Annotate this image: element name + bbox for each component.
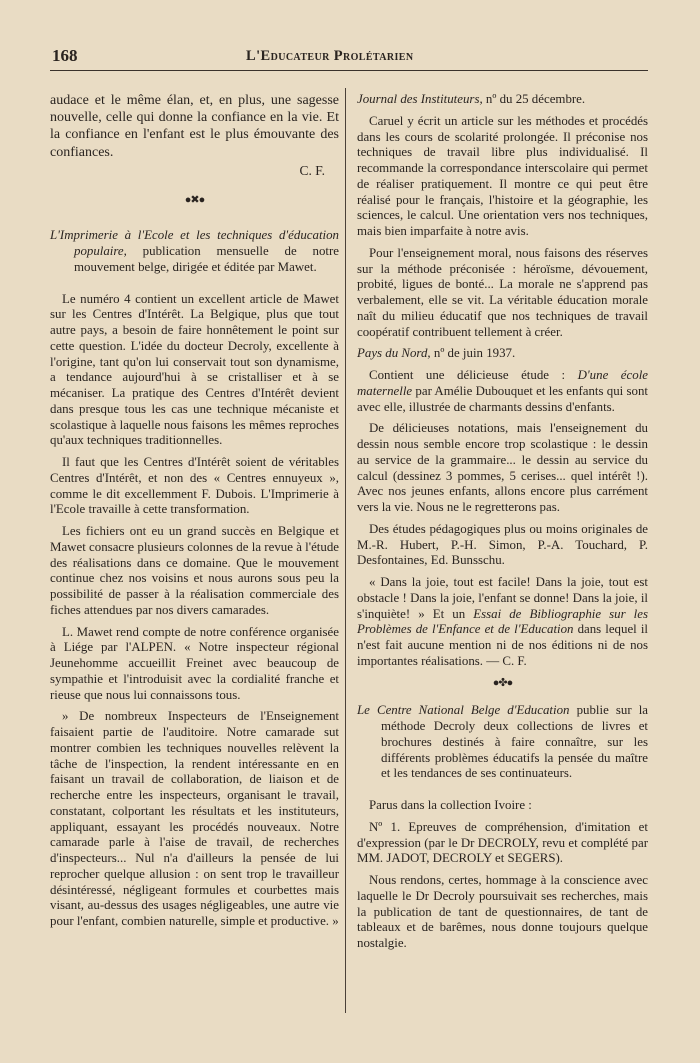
paragraph: Parus dans la collection Ivoire : [369, 798, 532, 812]
paragraph: Il faut que les Centres d'Intérêt soient de véritables Centres d'Intérêt, et non des « Centres ennuyeux », comme le dit excellemment F. Dubois. L'Imprimerie à l'Ecole travaille à cette transformation. [50, 455, 339, 517]
left-column [50, 92, 339, 936]
paragraph: Caruel y écrit un article sur les méthodes et procédés dans les cours de scolarité prolongée. Il préconise nos techniques de travail libre plus individualisé. Il recommande la correspondance interscolaire qui permet de réaliser pratiquement. Il montre ce qui peut être réalisé pour le français, l'histoire et la géographie, les sciences, le calcul. Une orientation vers nos techniques, mais bien imparfaite à notre avis. [357, 113, 648, 238]
right-column [357, 92, 648, 958]
running-title: L'Educateur Prolétarien [246, 48, 414, 64]
text-span: « Dans la joie, tout est facile! Dans la joie, tout est obstacle ! Dans la joie, l'enfant se donne! Dans la joie, il s'inquiète! » Et un [357, 575, 648, 621]
publication-title: Journal des Instituteurs, [357, 92, 483, 106]
text-span: par Amélie Dubouquet et les enfants qui sont avec elle, illustrée de charmants dessins d'enfants. [357, 383, 648, 414]
publication-desc: nº du 25 décembre. [482, 92, 586, 106]
review-heading [357, 346, 648, 362]
article-title: Essai de Bibliographie sur les Problèmes de l'Enfance et de l'Education [357, 606, 648, 637]
publication-desc: publie sur la méthode Decroly deux collections de livres et brochures destinés à faire connaître, sur les différents problèmes éducatifs la pensée du maître et les tendances de ses continuateurs. [381, 703, 649, 781]
review-heading [357, 703, 648, 782]
paragraph: Des études pédagogiques plus ou moins originales de M.-R. Hubert, P.-H. Simon, P.-A. Touchard, P. Desfontaines, Ed. Bunsschu. [357, 521, 648, 568]
paragraph: L. Mawet rend compte de notre conférence organisée à Liége par l'ALPEN. « Notre inspecteur régional Jeunehomme accueillit Freinet avec beaucoup de sympathie et l'introduisit avec la cordialité franche et rieuse que nous lui connaissons tous. [50, 624, 339, 702]
page-header [50, 44, 648, 71]
signature: C. F. [299, 162, 325, 178]
ornament: ●✤● [492, 676, 513, 689]
publication-desc: publication mensuelle de notre mouvement belge, dirigée et éditée par Mawet. [74, 244, 339, 274]
paragraph [357, 575, 648, 670]
column-divider [345, 88, 346, 1013]
text-span: dans lequel il n'est fait aucune mention ni de nos éditions ni de nos importantes réalisations. — C. F. [357, 622, 648, 668]
paragraph: Les fichiers ont eu un grand succès en Belgique et Mawet consacre plusieurs colonnes de la revue à l'étude des réalisations dans ce domaine. Que le mouvement continue chez nos voisins et nous aurons sous peu la possibilité de passer à la réalisation commerciale des fiches attendues par nos divers camarades. [50, 524, 339, 617]
paragraph: Nous rendons, certes, hommage à la conscience avec laquelle le Dr Decroly poursuivait ses recherches, mais la publication de tant de questionnaires, de tant de tableaux et de barêmes, nous donne toujours quelque nostalgie. [357, 873, 648, 950]
publication-title: L'Imprimerie à l'Ecole et les techniques d'éducation populaire, [50, 228, 339, 259]
paragraph: audace et le même élan, et, en plus, une sagesse nouvelle, celle qui donne la confiance en la vie. Et la confiance en l'enfant est le plus émouvante des confiances. [50, 93, 339, 160]
paragraph: Nº 1. Epreuves de compréhension, d'imitation et d'expression (par le Dr DECROLY, revu et complété par MM. JADOT, DECROLY et SEGERS). [357, 819, 648, 866]
ornament: ●✖● [184, 193, 205, 206]
review-heading [50, 228, 339, 275]
text-span: Contient une délicieuse étude : [369, 368, 578, 382]
publication-title: Le Centre National Belge d'Education [357, 703, 570, 718]
paragraph: » De nombreux Inspecteurs de l'Enseignement faisaient partie de l'auditoire. Notre camarade sut montrer combien les techniques nouvelles relèvent la tâche de l'inspection, la rendent intéressante en en faisant un travail de collaboration, de liaison et de recherche entre les inspecteurs, organisant le travail, constatant, colportant les résultats et les instituteurs, appliquant, essayant les procédés nouveaux. Notre camarade parle à l'aise de travail, de recherches d'inspecteurs... Nul n'a d'ailleurs la pensée de lui reprocher quelque allusion : on sent trop le travailleur désintéressé, négligeant formules et courbettes mais visant, au-dessus des usages négligeables, une autre vie pour l'enfant, combien naturelle, simple et productive. » [50, 709, 339, 929]
page-number: 168 [52, 46, 78, 65]
publication-title: Pays du Nord, [357, 346, 431, 361]
article-title: D'une école maternelle [357, 368, 648, 398]
paragraph: Le numéro 4 contient un excellent article de Mawet sur les Centres d'Intérêt. La Belgique, plus que tout autre pays, a besoin de faire honnêtement le point sur cette question. L'idée du docteur Decroly, excellente à l'origine, tant qu'on lui conservait tout son dynamisme, a tendance aujourd'hui à se cristalliser et à se mécaniser. La pratique des Centres d'Intérêt devient dans presque tous les cas une technique mécaniste et scolastique à laquelle nous faisons les mêmes reproches qu'aux techniques traditionnelles. [50, 291, 339, 448]
review-heading [357, 92, 648, 108]
paragraph: Pour l'enseignement moral, nous faisons des réserves sur la méthode préconisée : héroïsme, dévouement, probité, ligues de bonté... La morale ne s'apprend pas verbalement, elle se vit. La véritable éducation morale naît du milieu éducatif que nos techniques de travail coopératif contribuent tellement à créer. [357, 245, 648, 339]
publication-desc: nº de juin 1937. [430, 346, 516, 361]
paragraph: De délicieuses notations, mais l'enseignement du dessin nous semble encore trop scolastique : le dessin au service de la grammaire... le dessin au service du calcul (dessinez 3 pommes, 5 cerises... quel intérêt !). Avec nos jeunes enfants, allons encore plus carrément vers la vie. Nous ne le regretterons pas. [357, 421, 648, 514]
paragraph [357, 368, 648, 415]
